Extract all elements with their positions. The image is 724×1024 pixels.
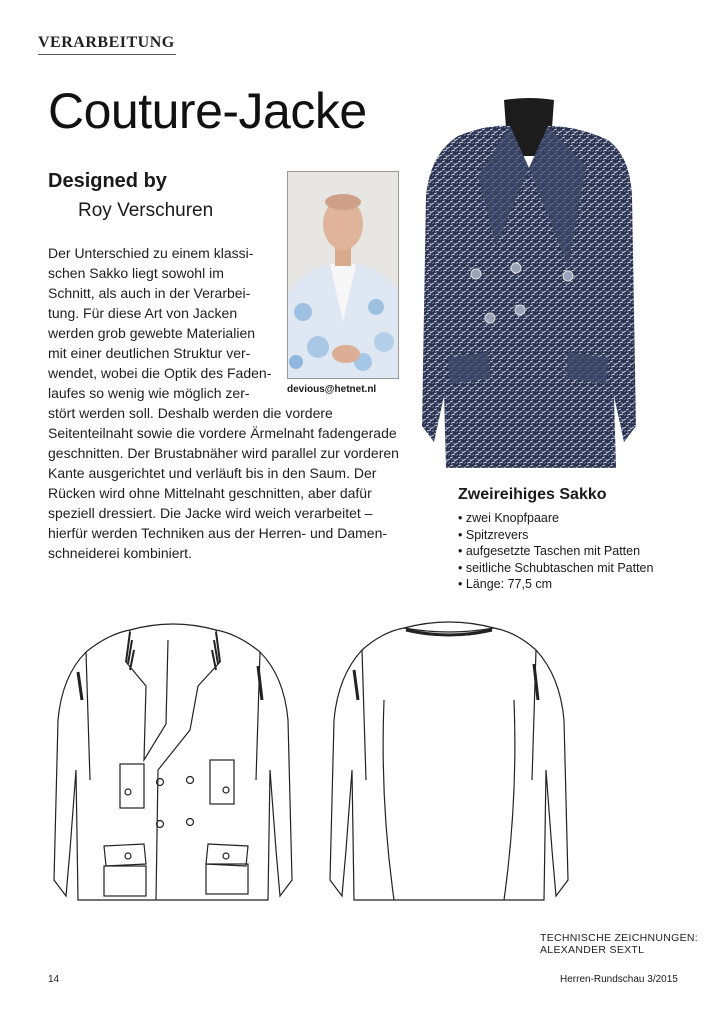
body-text-line: Seitenteilnaht sowie die vordere Ärmelnaht fadengerade xyxy=(48,425,397,441)
feature-item: • Länge: 77,5 cm xyxy=(458,576,653,593)
body-text-line: werden grob gewebte Materialien xyxy=(48,325,256,341)
body-text-line: Schnitt, als auch in der Verarbei- xyxy=(48,285,251,301)
body-text-line: schneiderei kombiniert. xyxy=(48,545,192,561)
body-text-line: wendet, wobei die Optik des Faden- xyxy=(48,365,272,381)
credit-line: TECHNISCHE ZEICHNUNGEN: xyxy=(540,932,698,944)
body-text-line: stört werden soll. Deshalb werden die vordere xyxy=(48,405,333,421)
back-drawing xyxy=(330,622,568,900)
body-text-line: hierfür werden Techniken aus der Herren- und Damen- xyxy=(48,525,388,541)
feature-list xyxy=(458,510,653,593)
body-text-line: Der Unterschied zu einem klassi- xyxy=(48,245,254,261)
feature-item: • Spitzrevers xyxy=(458,527,653,544)
publication-name: Herren-Rundschau 3/2015 xyxy=(560,974,678,985)
sidebar-title: Zweireihiges Sakko xyxy=(458,486,607,503)
article-title: Couture-Jacke xyxy=(48,83,367,139)
body-text-line: schen Sakko liegt sowohl im xyxy=(48,265,224,281)
feature-item: • zwei Knopfpaare xyxy=(458,510,653,527)
drawing-credit xyxy=(540,932,698,956)
jacket-photo xyxy=(418,96,640,478)
feature-item: • seitliche Schubtaschen mit Patten xyxy=(458,560,653,577)
designer-email: devious@hetnet.nl xyxy=(287,384,377,395)
page-number: 14 xyxy=(48,974,60,985)
designer-portrait xyxy=(287,171,399,379)
designed-by-label: Designed by xyxy=(48,170,167,192)
section-divider xyxy=(38,54,176,55)
front-drawing xyxy=(54,624,292,900)
section-label: VERARBEITUNG xyxy=(38,34,175,51)
body-text-line: tung. Für diese Art von Jacken xyxy=(48,305,238,321)
body-text-line: laufes so wenig wie möglich zer- xyxy=(48,385,250,401)
body-text-line: Kante ausgerichtet und verläuft bis in den Saum. Der xyxy=(48,465,377,481)
body-text-line: Rücken wird ohne Mittelnaht geschnitten, aber dafür xyxy=(48,485,372,501)
designer-name: Roy Verschuren xyxy=(78,200,214,221)
body-text-line: geschnitten. Der Brustabnäher wird parallel zur vorderen xyxy=(48,445,399,461)
body-text-line: speziell dressiert. Die Jacke wird weich verarbeitet – xyxy=(48,505,373,521)
body-text-line: mit einer deutlichen Struktur ver- xyxy=(48,345,251,361)
technical-drawings xyxy=(48,600,584,930)
credit-name: ALEXANDER SEXTL xyxy=(540,944,645,956)
feature-item: • aufgesetzte Taschen mit Patten xyxy=(458,543,653,560)
